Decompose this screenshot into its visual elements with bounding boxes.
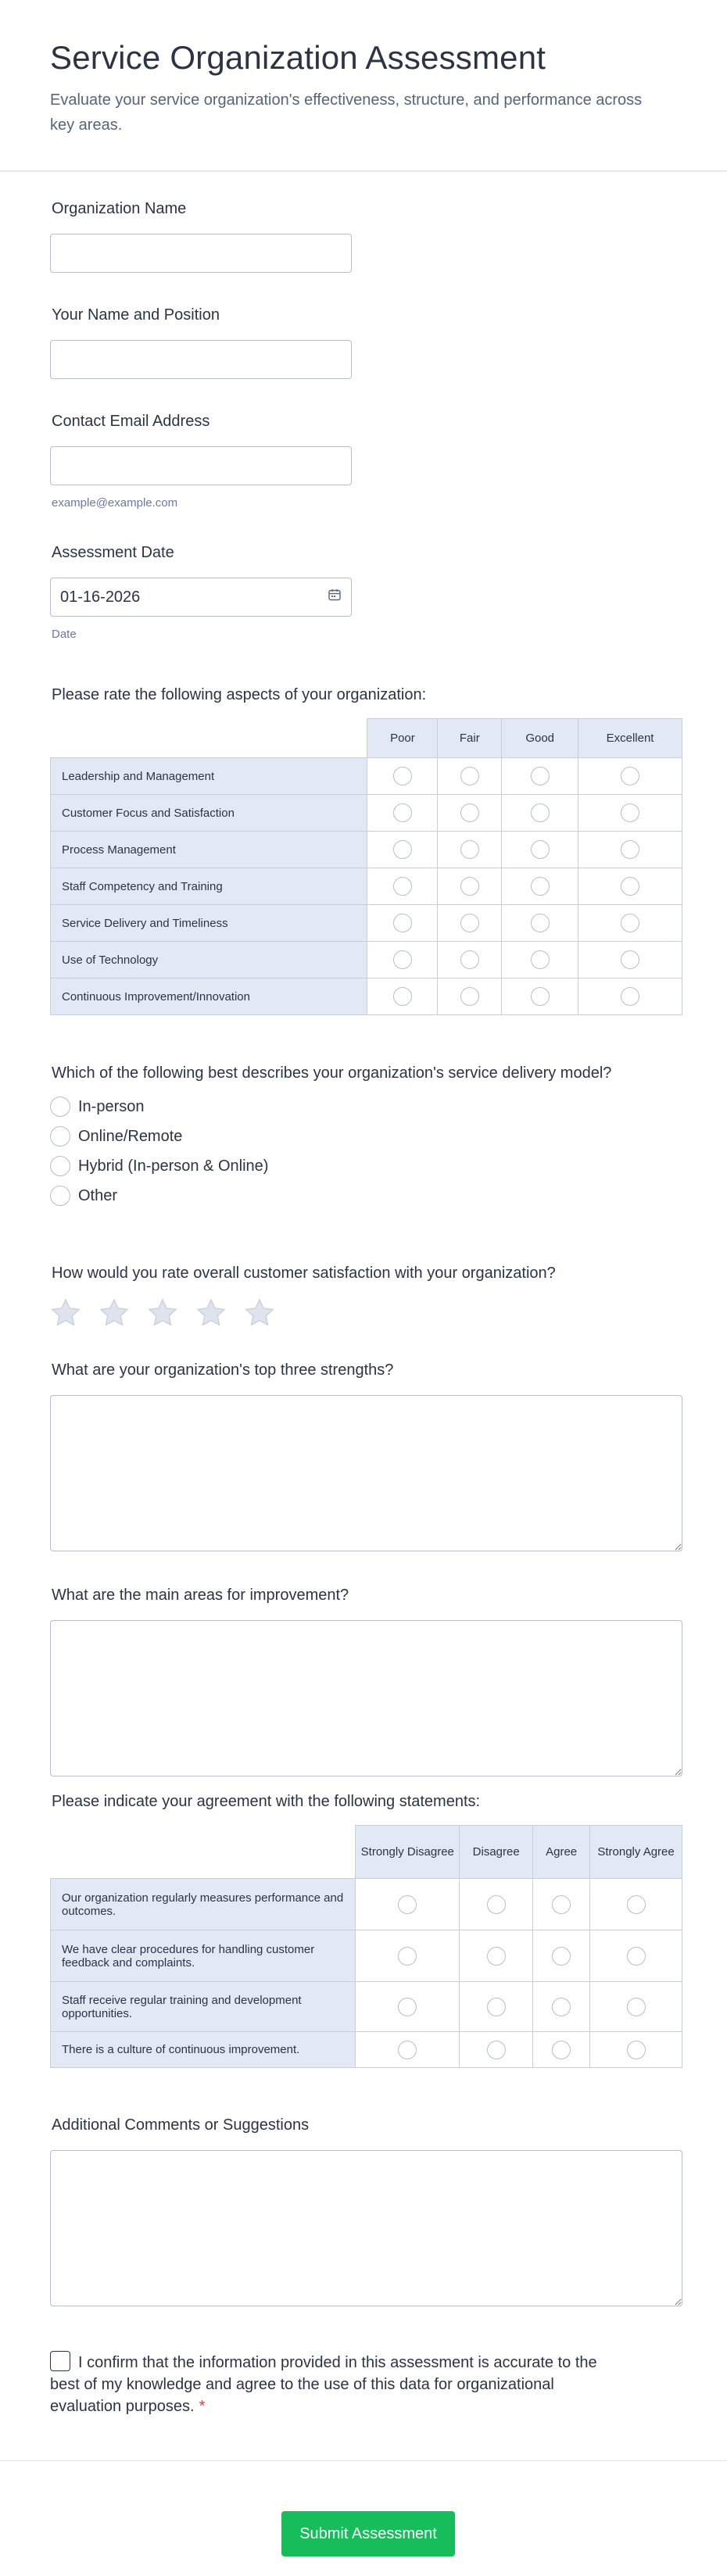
agreement-matrix-radio[interactable]	[398, 2041, 417, 2059]
comments-textarea[interactable]	[50, 2150, 682, 2306]
rating-matrix-cell	[578, 832, 682, 868]
rating-matrix-cell	[502, 868, 578, 905]
rating-matrix-cell	[367, 795, 438, 832]
rating-col-fair: Fair	[438, 719, 502, 758]
org-name-input[interactable]	[50, 234, 352, 273]
agreement-matrix-radio[interactable]	[398, 1947, 417, 1966]
confirm-checkbox[interactable]	[50, 2351, 70, 2371]
calendar-icon[interactable]	[328, 588, 342, 606]
agreement-matrix-row	[51, 1982, 682, 2032]
rating-matrix-row-label: Continuous Improvement/Innovation	[51, 979, 367, 1015]
agreement-matrix-row	[51, 1879, 682, 1930]
email-label: Contact Email Address	[52, 413, 210, 430]
agreement-matrix-cell	[533, 1879, 590, 1930]
rating-matrix-radio[interactable]	[531, 767, 550, 785]
rating-matrix-cell	[502, 905, 578, 942]
agreement-matrix-cell	[533, 2032, 590, 2068]
star-icon[interactable]	[98, 1298, 130, 1328]
comments-question	[50, 2116, 682, 2306]
star-icon[interactable]	[147, 1298, 178, 1328]
rating-matrix-row-label: Process Management	[51, 832, 367, 868]
agreement-matrix-cell	[356, 2032, 460, 2068]
rating-matrix-cell	[438, 832, 502, 868]
rating-matrix-cell	[502, 942, 578, 979]
email-input[interactable]	[50, 446, 352, 485]
rating-matrix-row	[51, 758, 682, 795]
agreement-matrix-cell	[460, 1982, 533, 2032]
agreement-matrix-radio[interactable]	[487, 2041, 506, 2059]
rating-matrix-cell	[578, 942, 682, 979]
delivery-option[interactable]	[50, 1151, 611, 1181]
rating-matrix-radio[interactable]	[460, 914, 479, 932]
agreement-matrix-radio[interactable]	[398, 1895, 417, 1914]
rating-matrix-radio[interactable]	[621, 767, 639, 785]
rating-matrix-row	[51, 942, 682, 979]
agreement-matrix-radio[interactable]	[552, 1998, 571, 2016]
agreement-matrix-radio[interactable]	[398, 1998, 417, 2016]
rating-matrix	[50, 718, 682, 1015]
rating-matrix-radio[interactable]	[393, 950, 412, 969]
star-icon[interactable]	[195, 1298, 227, 1328]
agreement-col-disagree: Disagree	[460, 1826, 533, 1879]
agreement-matrix-row-label: There is a culture of continuous improvement.	[51, 2032, 356, 2068]
rating-matrix-cell	[367, 758, 438, 795]
rating-matrix-radio[interactable]	[460, 877, 479, 896]
rating-matrix-row-label: Leadership and Management	[51, 758, 367, 795]
your-name-input[interactable]	[50, 340, 352, 379]
rating-matrix-radio[interactable]	[393, 767, 412, 785]
rating-matrix-radio[interactable]	[531, 950, 550, 969]
rating-matrix-row-label: Staff Competency and Training	[51, 868, 367, 905]
rating-matrix-cell	[502, 758, 578, 795]
satisfaction-label: How would you rate overall customer satisfaction with your organization?	[52, 1265, 556, 1282]
agreement-matrix-cell	[460, 1879, 533, 1930]
rating-matrix-cell	[367, 979, 438, 1015]
agreement-matrix-cell	[356, 1930, 460, 1982]
form-body	[0, 172, 727, 2542]
rating-matrix-radio[interactable]	[460, 840, 479, 859]
agreement-col-strongly-disagree: Strongly Disagree	[356, 1826, 460, 1879]
agreement-matrix-radio[interactable]	[552, 1895, 571, 1914]
delivery-option-radio[interactable]	[50, 1186, 70, 1206]
date-label: Assessment Date	[52, 544, 174, 561]
rating-matrix-row	[51, 795, 682, 832]
comments-label: Additional Comments or Suggestions	[52, 2116, 310, 2134]
rating-col-excellent: Excellent	[578, 719, 682, 758]
rating-matrix-cell	[438, 758, 502, 795]
improvement-textarea[interactable]	[50, 1620, 682, 1776]
rating-matrix-radio[interactable]	[393, 840, 412, 859]
email-sublabel: example@example.com	[52, 496, 178, 510]
rating-matrix-cell	[502, 979, 578, 1015]
agreement-matrix-row	[51, 1930, 682, 1982]
agreement-matrix-radio[interactable]	[627, 1947, 646, 1966]
rating-matrix-row-label: Use of Technology	[51, 942, 367, 979]
agreement-matrix-question	[50, 1793, 682, 2068]
rating-matrix-cell	[438, 795, 502, 832]
delivery-model-options	[50, 1092, 611, 1211]
rating-matrix-radio[interactable]	[460, 803, 479, 822]
matrix-corner	[51, 719, 367, 758]
agreement-matrix-cell	[590, 2032, 682, 2068]
submit-button[interactable]: Submit Assessment	[281, 2511, 455, 2556]
strengths-label: What are your organization's top three strengths?	[52, 1361, 394, 1379]
delivery-option-label: In-person	[78, 1097, 145, 1115]
agreement-col-strongly-agree: Strongly Agree	[590, 1826, 682, 1879]
delivery-model-label: Which of the following best describes your organization's service delivery model?	[52, 1064, 612, 1082]
rating-matrix-cell	[367, 868, 438, 905]
rating-matrix-radio[interactable]	[393, 987, 412, 1006]
rating-matrix-cell	[367, 942, 438, 979]
agreement-matrix-row-label: Our organization regularly measures performance and outcomes.	[51, 1879, 356, 1930]
your-name-label: Your Name and Position	[52, 306, 220, 324]
satisfaction-question	[50, 1265, 556, 1328]
agreement-matrix-radio[interactable]	[627, 1895, 646, 1914]
rating-matrix-row-label: Service Delivery and Timeliness	[51, 905, 367, 942]
rating-matrix-label: Please rate the following aspects of your organization:	[52, 686, 427, 703]
rating-matrix-cell	[438, 868, 502, 905]
improvement-question	[50, 1587, 682, 1776]
agreement-matrix-radio[interactable]	[552, 2041, 571, 2059]
rating-matrix-radio[interactable]	[393, 803, 412, 822]
agreement-col-agree: Agree	[533, 1826, 590, 1879]
rating-col-good: Good	[502, 719, 578, 758]
matrix-corner	[51, 1826, 356, 1879]
rating-col-poor: Poor	[367, 719, 438, 758]
org-name-label: Organization Name	[52, 200, 187, 217]
strengths-textarea[interactable]	[50, 1395, 682, 1551]
rating-matrix-question	[50, 686, 682, 1015]
agreement-matrix-cell	[460, 2032, 533, 2068]
agreement-matrix-label: Please indicate your agreement with the following statements:	[52, 1793, 481, 1810]
your-name-field	[50, 306, 352, 379]
rating-matrix-cell	[367, 905, 438, 942]
rating-matrix-radio[interactable]	[531, 840, 550, 859]
agreement-matrix-radio[interactable]	[627, 2041, 646, 2059]
date-sublabel: Date	[52, 628, 77, 641]
delivery-model-question	[50, 1064, 611, 1211]
agreement-matrix-cell	[356, 1879, 460, 1930]
email-field	[50, 413, 352, 510]
delivery-option-label: Other	[78, 1186, 118, 1204]
agreement-matrix-radio[interactable]	[627, 1998, 646, 2016]
confirm-question	[50, 2351, 629, 2417]
rating-matrix-cell	[578, 868, 682, 905]
strengths-question	[50, 1361, 682, 1551]
confirm-label	[50, 2351, 629, 2417]
star-icon[interactable]	[244, 1298, 275, 1328]
rating-matrix-radio[interactable]	[621, 914, 639, 932]
rating-matrix-row	[51, 868, 682, 905]
delivery-option-radio[interactable]	[50, 1097, 70, 1117]
delivery-option[interactable]	[50, 1122, 611, 1151]
rating-matrix-cell	[502, 795, 578, 832]
rating-matrix-radio[interactable]	[393, 877, 412, 896]
date-value: 01-16-2026	[60, 588, 141, 606]
rating-matrix-cell	[578, 758, 682, 795]
rating-matrix-radio[interactable]	[531, 987, 550, 1006]
rating-matrix-cell	[578, 795, 682, 832]
form-header	[0, 0, 727, 172]
agreement-matrix-cell	[533, 1930, 590, 1982]
date-field	[50, 544, 352, 641]
confirm-text: I confirm that the information provided in this assessment is accurate to the best of my knowledge and agree to the use of this data for organizational evaluation purposes.	[50, 2354, 597, 2415]
agreement-matrix-radio[interactable]	[487, 1947, 506, 1966]
agreement-matrix-cell	[356, 1982, 460, 2032]
rating-matrix-radio[interactable]	[531, 877, 550, 896]
page-title: Service Organization Assessment	[50, 39, 546, 76]
rating-matrix-radio[interactable]	[393, 914, 412, 932]
rating-matrix-radio[interactable]	[621, 950, 639, 969]
rating-matrix-cell	[438, 942, 502, 979]
agreement-matrix-cell	[533, 1982, 590, 2032]
star-icon[interactable]	[50, 1298, 81, 1328]
rating-matrix-radio[interactable]	[460, 767, 479, 785]
delivery-option[interactable]	[50, 1092, 611, 1122]
delivery-option-label: Hybrid (In-person & Online)	[78, 1157, 269, 1175]
agreement-matrix-row	[51, 2032, 682, 2068]
rating-matrix-radio[interactable]	[531, 803, 550, 822]
delivery-option-label: Online/Remote	[78, 1127, 183, 1145]
rating-matrix-radio[interactable]	[621, 877, 639, 896]
rating-matrix-radio[interactable]	[621, 840, 639, 859]
rating-matrix-row-label: Customer Focus and Satisfaction	[51, 795, 367, 832]
star-rating	[50, 1298, 556, 1328]
rating-matrix-row	[51, 905, 682, 942]
rating-matrix-row	[51, 832, 682, 868]
org-name-field	[50, 200, 352, 273]
agreement-matrix	[50, 1825, 682, 2068]
improvement-label: What are the main areas for improvement?	[52, 1587, 349, 1604]
rating-matrix-radio[interactable]	[460, 950, 479, 969]
agreement-matrix-cell	[460, 1930, 533, 1982]
agreement-matrix-radio[interactable]	[487, 1998, 506, 2016]
rating-matrix-cell	[502, 832, 578, 868]
delivery-option-radio[interactable]	[50, 1156, 70, 1176]
agreement-matrix-radio[interactable]	[487, 1895, 506, 1914]
rating-matrix-cell	[438, 905, 502, 942]
rating-matrix-cell	[367, 832, 438, 868]
rating-matrix-cell	[578, 979, 682, 1015]
rating-matrix-row	[51, 979, 682, 1015]
agreement-matrix-cell	[590, 1930, 682, 1982]
rating-matrix-radio[interactable]	[531, 914, 550, 932]
agreement-matrix-row-label: Staff receive regular training and development opportunities.	[51, 1982, 356, 2032]
agreement-matrix-row-label: We have clear procedures for handling customer feedback and complaints.	[51, 1930, 356, 1982]
rating-matrix-radio[interactable]	[621, 803, 639, 822]
rating-matrix-radio[interactable]	[621, 987, 639, 1006]
date-input[interactable]	[50, 578, 352, 617]
agreement-matrix-cell	[590, 1982, 682, 2032]
agreement-matrix-radio[interactable]	[552, 1947, 571, 1966]
rating-matrix-cell	[438, 979, 502, 1015]
form-footer	[0, 2460, 727, 2576]
agreement-matrix-cell	[590, 1879, 682, 1930]
delivery-option-radio[interactable]	[50, 1126, 70, 1147]
required-mark: *	[199, 2398, 206, 2415]
rating-matrix-radio[interactable]	[460, 987, 479, 1006]
rating-matrix-cell	[578, 905, 682, 942]
delivery-option[interactable]	[50, 1181, 611, 1211]
page-description: Evaluate your service organization's effectiveness, structure, and performance across key areas.	[50, 91, 643, 134]
